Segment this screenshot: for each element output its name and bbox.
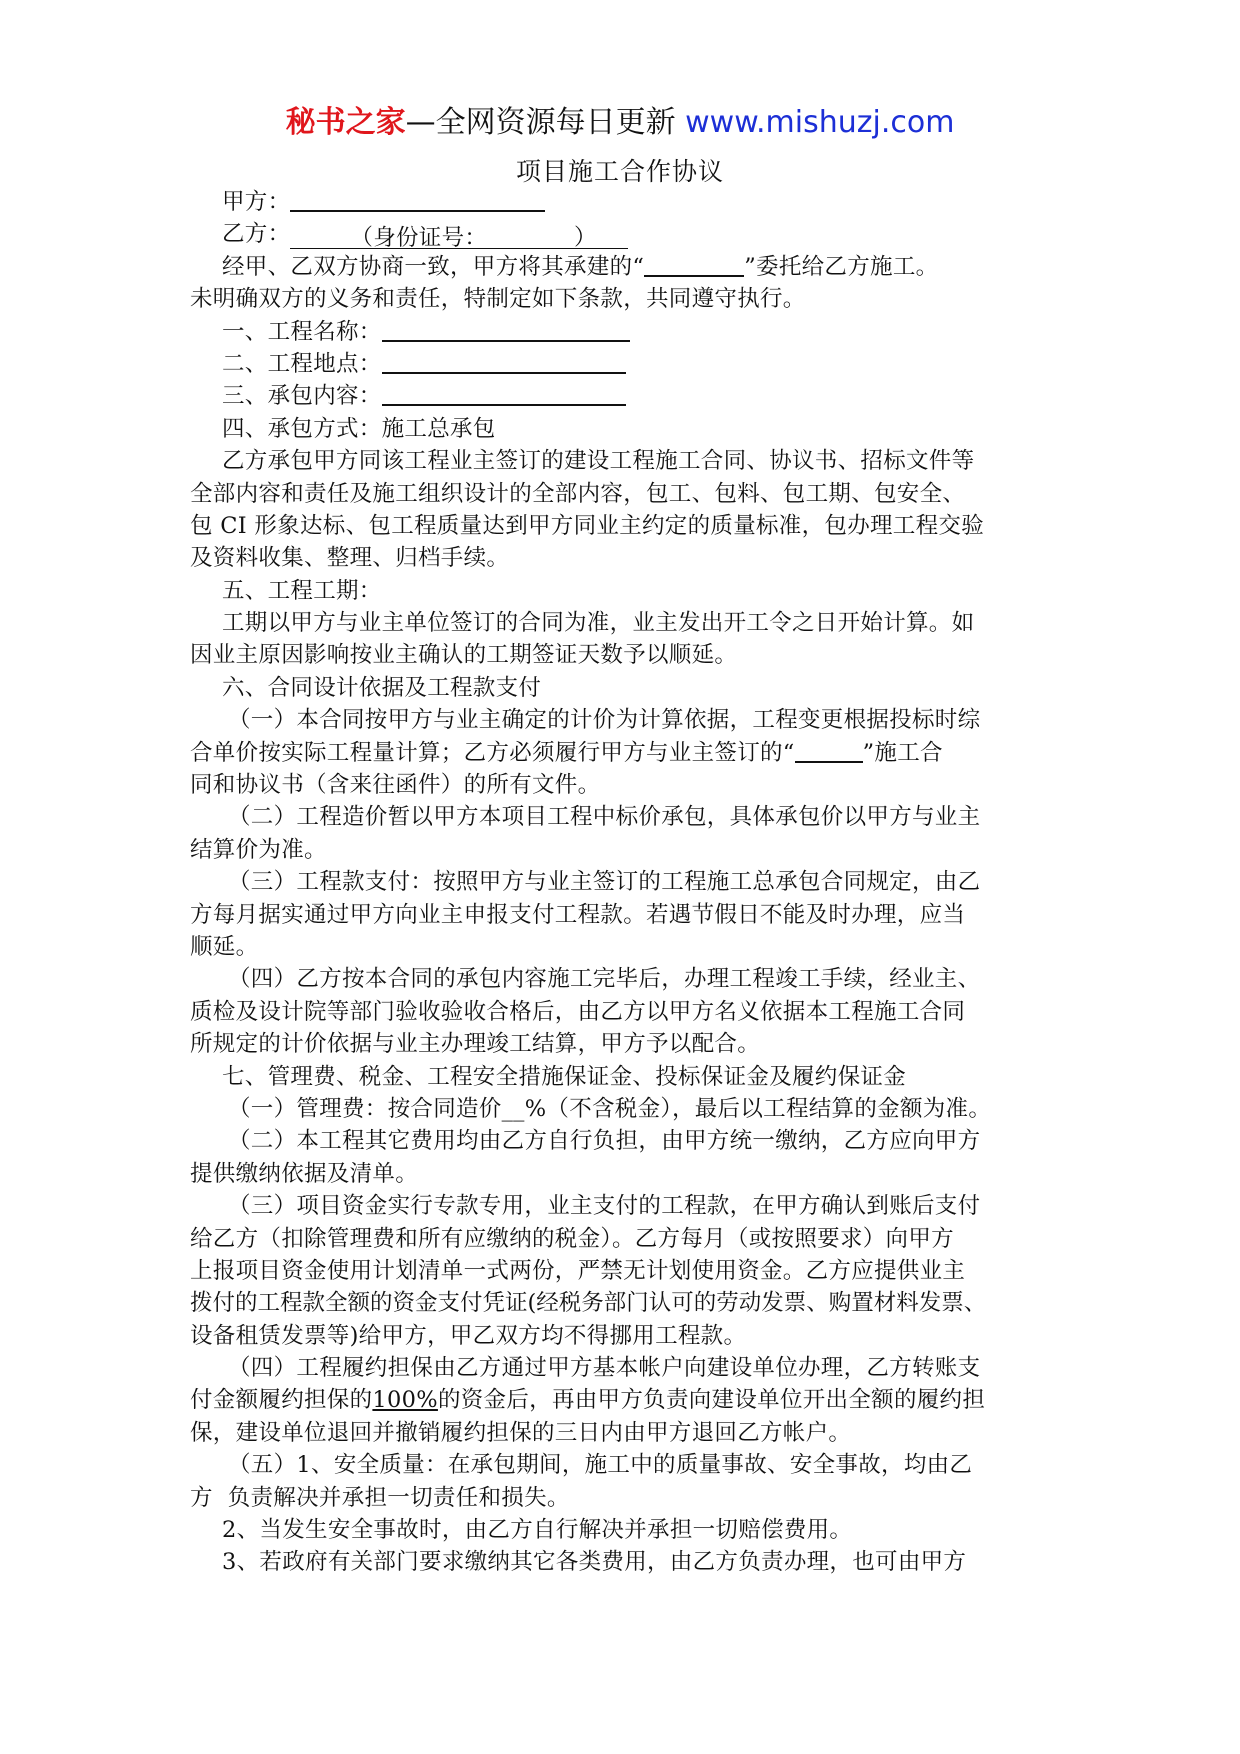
paragraph-line: 合单价按实际工程量计算；乙方必须履行甲方与业主签订的“ ”施工合 xyxy=(190,737,1070,769)
paragraph-line: 顺延。 xyxy=(190,933,259,960)
document-title: 项目施工合作协议 xyxy=(515,157,724,186)
paragraph-line: 工期以甲方与业主单位签订的合同为准，业主发出开工令之日开始计算。如 xyxy=(222,610,975,637)
section-heading-payment: 六、合同设计依据及工程款支付 xyxy=(222,674,542,701)
intro-line-2: 未明确双方的义务和责任，特制定如下条款，共同遵守执行。 xyxy=(190,286,806,313)
project-name-field xyxy=(382,316,630,342)
party-b-line: 乙方： （身份证号： ） xyxy=(190,218,1070,250)
paragraph-line: 设备租赁发票等)给甲方，甲乙双方均不得挪用工程款。 xyxy=(190,1322,747,1349)
item-contract-content: 三、承包内容： xyxy=(190,380,1070,412)
item-project-name: 一、工程名称： xyxy=(190,316,1070,348)
item-project-location: 二、工程地点： xyxy=(190,348,1070,380)
paragraph-line: （三）项目资金实行专款专用，业主支付的工程款，在甲方确认到账后支付 xyxy=(228,1193,981,1220)
document-body xyxy=(190,186,1070,1579)
paragraph-line: 包 CI 形象达标、包工程质量达到甲方同业主约定的质量标准，包办理工程交验 xyxy=(190,512,985,539)
paragraph-line: 3、若政府有关部门要求缴纳其它各类费用，由乙方负责办理，也可由甲方 xyxy=(222,1549,967,1576)
paragraph-line: 质检及设计院等部门验收验收合格后，由乙方以甲方名义依据本工程施工合同 xyxy=(190,998,966,1025)
fee-percent-blank: __ xyxy=(501,1095,525,1122)
paragraph-line: 因业主原因影响按业主确认的工期签证天数予以顺延。 xyxy=(190,642,738,669)
paragraph-line: 所规定的计价依据与业主办理竣工结算，甲方予以配合。 xyxy=(190,1031,761,1058)
section-heading-duration: 五、工程工期： xyxy=(222,577,382,604)
paragraph-line: （二）本工程其它费用均由乙方自行负担，由甲方统一缴纳，乙方应向甲方 xyxy=(228,1128,981,1155)
paragraph-line: 上报项目资金使用计划清单一式两份，严禁无计划使用资金。乙方应提供业主 xyxy=(190,1257,966,1284)
paragraph-line: 全部内容和责任及施工组织设计的全部内容，包工、包料、包工期、包安全、 xyxy=(190,480,966,507)
paragraph-line: 提供缴纳依据及清单。 xyxy=(190,1160,419,1187)
paragraph-line: 方 负责解决并承担一切责任和损失。 xyxy=(190,1484,570,1511)
paragraph-line: 拨付的工程款全额的资金支付凭证(经税务部门认可的劳动发票、购置材料发票、 xyxy=(190,1290,987,1317)
guarantee-percent: 100% xyxy=(372,1387,438,1414)
paragraph-line: 给乙方（扣除管理费和所有应缴纳的税金）。乙方每月（或按照要求）向甲方 xyxy=(190,1225,954,1252)
paragraph-line: （一）管理费：按合同造价__%（不含税金），最后以工程结算的金额为准。 xyxy=(228,1095,992,1122)
intro-line-1: 经甲、乙双方协商一致，甲方将其承建的“ ”委托给乙方施工。 xyxy=(190,251,1070,283)
party-a-line: 甲方： xyxy=(190,186,1070,218)
item-contract-mode: 四、承包方式：施工总承包 xyxy=(222,415,496,442)
paragraph-line: 及资料收集、整理、归档手续。 xyxy=(190,545,510,572)
brand-name: 秘书之家 xyxy=(285,105,406,140)
project-name-blank xyxy=(644,251,744,277)
contract-content-field xyxy=(382,380,626,406)
paragraph-line: （四）工程履约担保由乙方通过甲方基本帐户向建设单位办理，乙方转账支 xyxy=(228,1355,981,1382)
contract-name-blank xyxy=(795,737,863,763)
paragraph-line: 付金额履约担保的100%的资金后，再由甲方负责向建设单位开出全额的履约担 xyxy=(190,1387,986,1414)
party-b-blank: （身份证号： ） xyxy=(290,222,628,249)
paragraph-line: （四）乙方按本合同的承包内容施工完毕后，办理工程竣工手续，经业主、 xyxy=(228,966,981,993)
paragraph-line: 2、当发生安全事故时，由乙方自行解决并承担一切赔偿费用。 xyxy=(222,1517,853,1544)
header-slogan: —全网资源每日更新 xyxy=(405,105,686,140)
paragraph-line: 结算价为准。 xyxy=(190,836,327,863)
section-heading-fees: 七、管理费、税金、工程安全措施保证金、投标保证金及履约保证金 xyxy=(222,1063,907,1090)
paragraph-line: （三）工程款支付：按照甲方与业主签订的工程施工总承包合同规定，由乙 xyxy=(228,869,981,896)
paragraph-line: 保，建设单位退回并撤销履约担保的三日内由甲方退回乙方帐户。 xyxy=(190,1419,852,1446)
project-location-field xyxy=(382,348,626,374)
paragraph-line: （五）1、安全质量：在承包期间，施工中的质量事故、安全事故，均由乙 xyxy=(228,1452,973,1479)
paragraph-line: 方每月据实通过甲方向业主申报支付工程款。若遇节假日不能及时办理，应当 xyxy=(190,901,966,928)
paragraph-line: 乙方承包甲方同该工程业主签订的建设工程施工合同、协议书、招标文件等 xyxy=(222,448,975,475)
paragraph-line: （一）本合同按甲方与业主确定的计价为计算依据，工程变更根据投标时综 xyxy=(228,707,981,734)
paragraph-line: （二）工程造价暂以甲方本项目工程中标价承包，具体承包价以甲方与业主 xyxy=(228,804,981,831)
paragraph-line: 同和协议书（含来往函件）的所有文件。 xyxy=(190,772,601,799)
site-header xyxy=(0,103,1240,143)
party-a-blank xyxy=(290,186,545,212)
site-url-link[interactable]: www.mishuzj.com xyxy=(685,105,955,140)
